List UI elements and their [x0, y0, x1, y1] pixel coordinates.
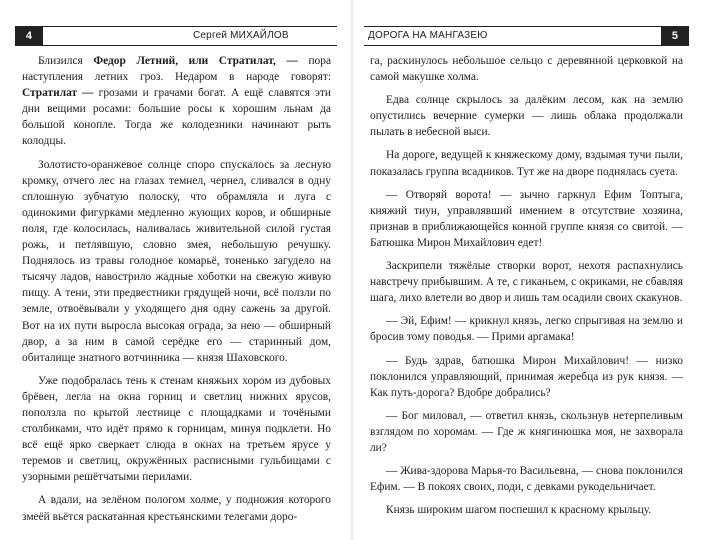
paragraph	[370, 258, 683, 306]
text-segment: — Отворяй ворота! — зычно гаркнул Ефим Топтыга, княжий тиун, управлявший имением в отсутствие хозяина, признав в приближающейся конной группе князя со свитой. — Батюшка Мирон Михайлович едет!	[370, 188, 683, 249]
left-page-number: 4	[15, 27, 43, 45]
text-segment: Князь широким шагом поспешил к красному крыльцу.	[386, 504, 652, 517]
text-segment: На дороге, ведущей к княжескому дому, вздымая тучи пыли, показалась группа всадников. Тут же на дворе поднялась суета.	[370, 149, 683, 178]
text-segment: — Жива-здорова Марья-то Васильевна, — снова поклонился Ефим. — В покоях своих, поди, с девками рукодельничает.	[370, 465, 683, 494]
paragraph	[370, 187, 683, 251]
text-segment: грозами и грачами богат. А ещё славятся эти дни вещими росами: большие росы к хорошим льнам да большой конопле. Тогда же колодезники начинают рыть колодцы.	[22, 87, 331, 148]
paragraph	[370, 502, 683, 518]
paragraph	[370, 313, 683, 345]
bold-text-segment: Стратилат —	[22, 87, 94, 100]
text-segment: Близился	[38, 55, 94, 67]
paragraph	[370, 92, 683, 140]
bold-text-segment: Федор Летний, или Стратилат, —	[93, 55, 298, 67]
text-segment: Едва солнце скрылось за далёким лесом, как на землю опустились вечерние сумерки — лишь облака продолжали пылать в небесной выси.	[370, 94, 683, 139]
paragraph	[370, 463, 683, 495]
right-page	[352, 0, 704, 540]
text-segment: — Бог миловал, — ответил князь, скользнув нетерпеливым взглядом по хоромам. — Где ж княгинюшка моя, не захворала ли?	[370, 409, 683, 454]
text-segment: А вдали, на зелёном пологом холме, у подножия которого змеёй вьётся раскатанная крестьянскими телегами доро-	[22, 494, 331, 523]
right-running-head: ДОРОГА НА МАНГАЗЕЮ	[368, 30, 488, 41]
text-segment: Золотисто-оранжевое солнце споро спускалось за лесную кромку, отчего лес на глазах темнел, чернел, сливался в одну сплошную зубчатую полоску, что обрамляла и луга с одинокими фигурками медленно жующих коров, и обширные поля, где колосилась, наливалась живительной силой густая рожь, и петлявшую, словно змея, небольшую речушку. Поднялось из травы голодное комарьё, тоненько загудело на тысячу ладов, навострило жадные хоботки на свежую живую пищу. А тени, эти предвестники грядущей ночи, всё ползли по земле, отвоёвывали у уходящего дня одну сажень за другой. Вот на их пути выросла высокая ограда, за нею — обширный двор, а за ним в самой серёдке его — старинный дом, обиталище знатного вотчинника — князя Шаховского.	[22, 158, 331, 364]
paragraph	[370, 147, 683, 179]
text-segment: пора наступления летних гроз. Недаром в народе говорят:	[22, 55, 332, 84]
right-page-text	[370, 53, 683, 525]
paragraph	[370, 408, 683, 456]
right-page-number: 5	[661, 27, 689, 45]
text-segment: Заскрипели тяжёлые створки ворот, нехотя распахнулись навстречу прибывшим. А те, с гиканьем, с окриками, не сбавляя шага, лихо влетели во двор и лишь там осадили своих скакунов.	[370, 260, 683, 305]
paragraph	[22, 53, 331, 150]
text-segment: Уже подобралась тень к стенам княжьих хором из дубовых брёвен, легла на окна горниц и светлиц нижних ярусов, поползла по крытой лестнице с площадками и точёными столбиками, что идёт прямо к горницам, минуя подклети. Но всё ещё ярко сверкает слюда в окнах на третьем ярусе у теремов и светлиц, окружённых расписными гульбищами с узорными решётчатыми перилами.	[22, 374, 331, 484]
left-page-header	[15, 26, 337, 46]
paragraph	[22, 157, 331, 366]
paragraph	[370, 353, 683, 401]
paragraph	[22, 492, 331, 524]
text-segment: га, раскинулось небольшое сельцо с деревянной церковкой на самой макушке холма.	[370, 55, 683, 84]
text-segment: — Будь здрав, батюшка Мирон Михайлович! — низко поклонился управляющий, принимая жеребца из рук князя. — Как путь-дорога? Вдобре добрались?	[370, 354, 683, 399]
paragraph	[370, 53, 683, 85]
paragraph	[22, 373, 331, 486]
right-page-header	[364, 26, 689, 46]
left-page-text	[22, 53, 331, 532]
left-running-head: Сергей МИХАЙЛОВ	[193, 30, 289, 41]
text-segment: — Эй, Ефим! — крикнул князь, легко спрыгивая на землю и бросив тому поводья. — Прими аргамака!	[370, 315, 683, 344]
